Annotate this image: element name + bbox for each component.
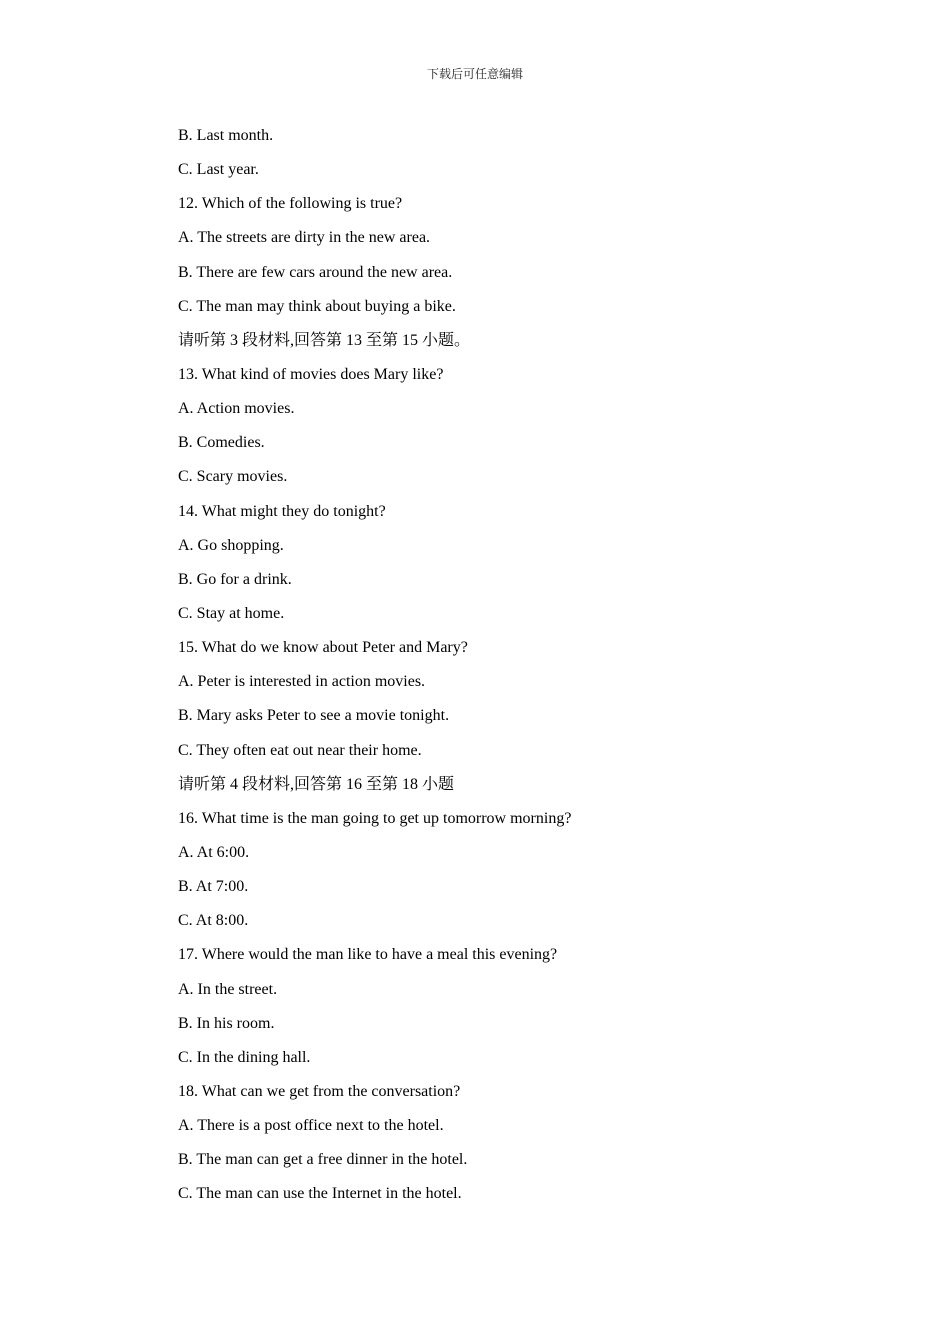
option-17-a: A. In the street. — [178, 980, 278, 998]
section-instruction-3: 请听第 3 段材料,回答第 13 至第 15 小题。 — [178, 331, 471, 349]
option-15-c: C. They often eat out near their home. — [178, 741, 422, 759]
question-18: 18. What can we get from the conversation? — [178, 1082, 461, 1100]
option-13-a: A. Action movies. — [178, 400, 295, 418]
option-15-a: A. Peter is interested in action movies. — [178, 673, 426, 691]
option-16-c: C. At 8:00. — [178, 912, 249, 930]
option-11-b: B. Last month. — [178, 127, 274, 144]
document-body — [178, 124, 878, 1217]
section-instruction-4: 请听第 4 段材料,回答第 16 至第 18 小题 — [178, 775, 455, 793]
question-12: 12. Which of the following is true? — [178, 195, 403, 213]
option-15-b: B. Mary asks Peter to see a movie tonight. — [178, 707, 450, 725]
option-12-c: C. The man may think about buying a bike. — [178, 297, 456, 315]
option-12-a: A. The streets are dirty in the new area. — [178, 229, 431, 247]
option-17-b: B. In his room. — [178, 1014, 275, 1032]
option-14-b: B. Go for a drink. — [178, 570, 292, 588]
question-16: 16. What time is the man going to get up tomorrow morning? — [178, 809, 572, 827]
option-18-a: A. There is a post office next to the hotel. — [178, 1117, 444, 1135]
option-18-c: C. The man can use the Internet in the hotel. — [178, 1185, 462, 1203]
option-14-a: A. Go shopping. — [178, 536, 284, 554]
option-14-c: C. Stay at home. — [178, 604, 285, 622]
question-15: 15. What do we know about Peter and Mary? — [178, 639, 468, 657]
question-13: 13. What kind of movies does Mary like? — [178, 365, 444, 383]
option-13-b: B. Comedies. — [178, 434, 265, 452]
page-header: 下载后可任意编辑 — [426, 67, 523, 81]
option-12-b: B. There are few cars around the new area. — [178, 263, 453, 281]
question-17: 17. Where would the man like to have a meal this evening? — [178, 946, 558, 964]
option-11-c: C. Last year. — [178, 161, 259, 179]
question-14: 14. What might they do tonight? — [178, 502, 386, 520]
option-16-a: A. At 6:00. — [178, 843, 250, 861]
option-17-c: C. In the dining hall. — [178, 1048, 311, 1066]
option-18-b: B. The man can get a free dinner in the hotel. — [178, 1151, 468, 1169]
option-16-b: B. At 7:00. — [178, 878, 249, 896]
option-13-c: C. Scary movies. — [178, 468, 288, 486]
